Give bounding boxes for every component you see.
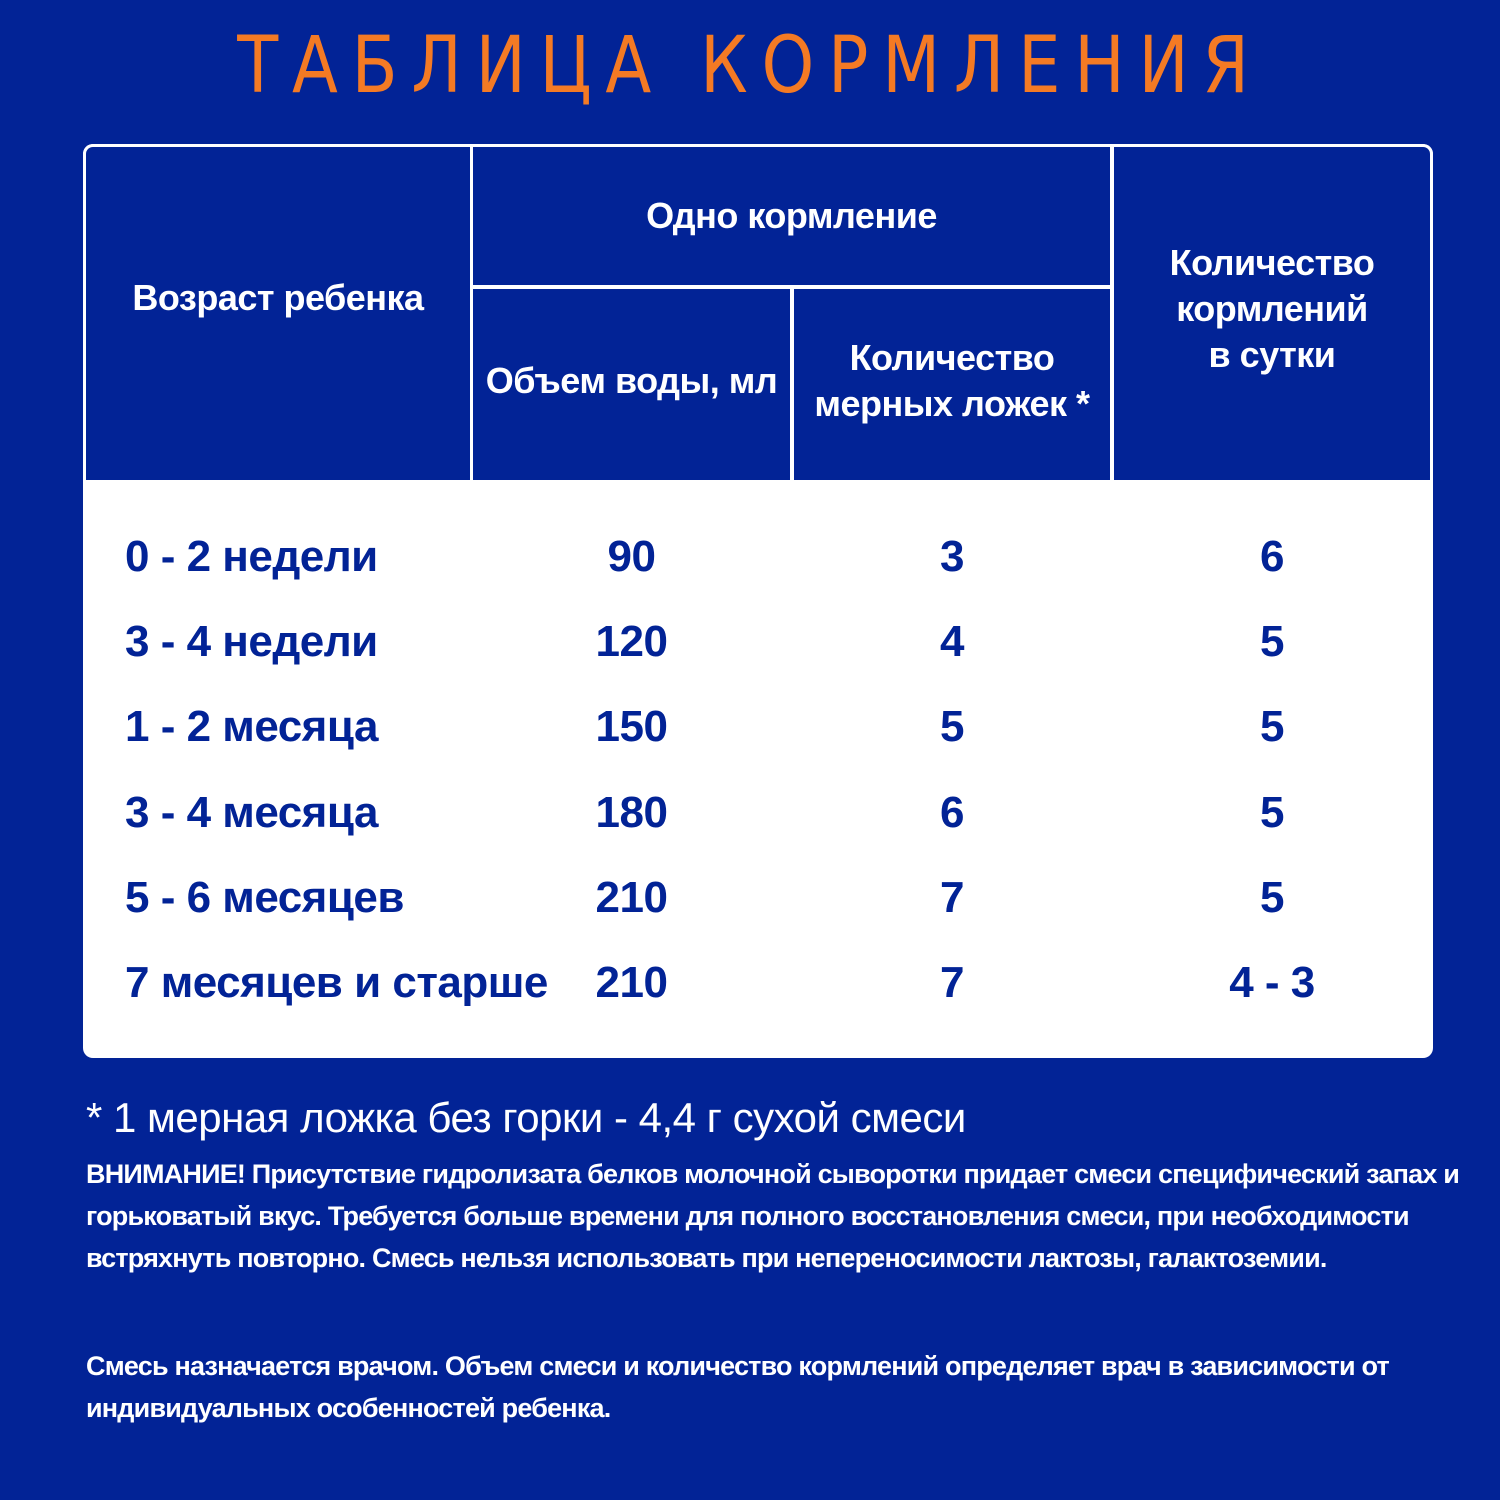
header-spoons-line2: мерных ложек *	[814, 382, 1090, 424]
cell-spoons: 7	[940, 872, 964, 922]
cell-age: 1 - 2 месяца	[125, 702, 378, 752]
table-row	[83, 855, 1433, 940]
cell-spoons: 3	[940, 532, 964, 581]
cell-age: 0 - 2 недели	[125, 532, 378, 581]
cell-water-ml: 210	[595, 957, 668, 1007]
header-one-feeding	[473, 147, 1110, 285]
table-row	[83, 940, 1433, 1025]
header-feedings-line1: Количество	[1169, 241, 1375, 283]
cell-spoons: 6	[940, 787, 964, 837]
cell-feedings-per-day: 6	[1260, 532, 1284, 581]
header-water-volume-label: Объем воды, мл	[485, 359, 778, 401]
warning-note: ВНИМАНИЕ! Присутствие гидролизата белков молочной сыворотки придает смеси специфический запах и горьковатый вкус. Требуется больше времени для полного восстановления смеси, при необходимости встряхнуть повторно. Смесь нельзя использовать при непереносимости лактозы, галактоземии.	[86, 1159, 1460, 1273]
table-row	[83, 599, 1433, 684]
header-feedings-line3: в сутки	[1208, 333, 1336, 375]
cell-age: 7 месяцев и старше	[125, 957, 548, 1007]
cell-feedings-per-day: 5	[1260, 872, 1284, 922]
table-row	[83, 514, 1433, 599]
cell-spoons: 5	[940, 702, 964, 752]
cell-spoons: 4	[940, 617, 964, 667]
header-spoons-line1: Количество	[849, 336, 1055, 378]
table-body	[83, 514, 1433, 1025]
header-age-label: Возраст ребенка	[132, 276, 424, 318]
header-water-volume	[473, 289, 790, 480]
cell-water-ml: 210	[595, 872, 668, 922]
header-feedings-per-day	[1114, 147, 1430, 480]
cell-water-ml: 120	[595, 617, 668, 667]
cell-feedings-per-day: 5	[1260, 787, 1284, 837]
header-age	[86, 147, 470, 480]
page-title: ТАБЛИЦА КОРМЛЕНИЯ	[237, 21, 1263, 111]
cell-age: 3 - 4 недели	[125, 617, 378, 667]
header-one-feeding-label: Одно кормление	[646, 195, 937, 236]
spoon-footnote: * 1 мерная ложка без горки - 4,4 г сухой смеси	[86, 1094, 966, 1141]
header-spoons-label	[814, 335, 1089, 427]
cell-spoons: 7	[940, 957, 964, 1007]
table-row	[83, 684, 1433, 769]
cell-water-ml: 180	[595, 787, 668, 837]
cell-age: 5 - 6 месяцев	[125, 872, 404, 922]
cell-feedings-per-day: 4 - 3	[1229, 957, 1315, 1007]
cell-feedings-per-day: 5	[1260, 617, 1284, 667]
cell-water-ml: 150	[595, 702, 668, 752]
table-header	[83, 144, 1433, 482]
header-spoons	[794, 289, 1110, 480]
cell-water-ml: 90	[607, 532, 656, 581]
feeding-table	[83, 144, 1433, 1058]
doctor-note: Смесь назначается врачом. Объем смеси и количество кормлений определяет врач в зависимости от индивидуальных особенностей ребенка.	[86, 1351, 1389, 1423]
cell-feedings-per-day: 5	[1260, 702, 1284, 752]
table-row	[83, 770, 1433, 855]
header-feedings-label	[1170, 240, 1375, 378]
header-feedings-line2: кормлений	[1176, 287, 1368, 329]
cell-age: 3 - 4 месяца	[125, 787, 378, 837]
